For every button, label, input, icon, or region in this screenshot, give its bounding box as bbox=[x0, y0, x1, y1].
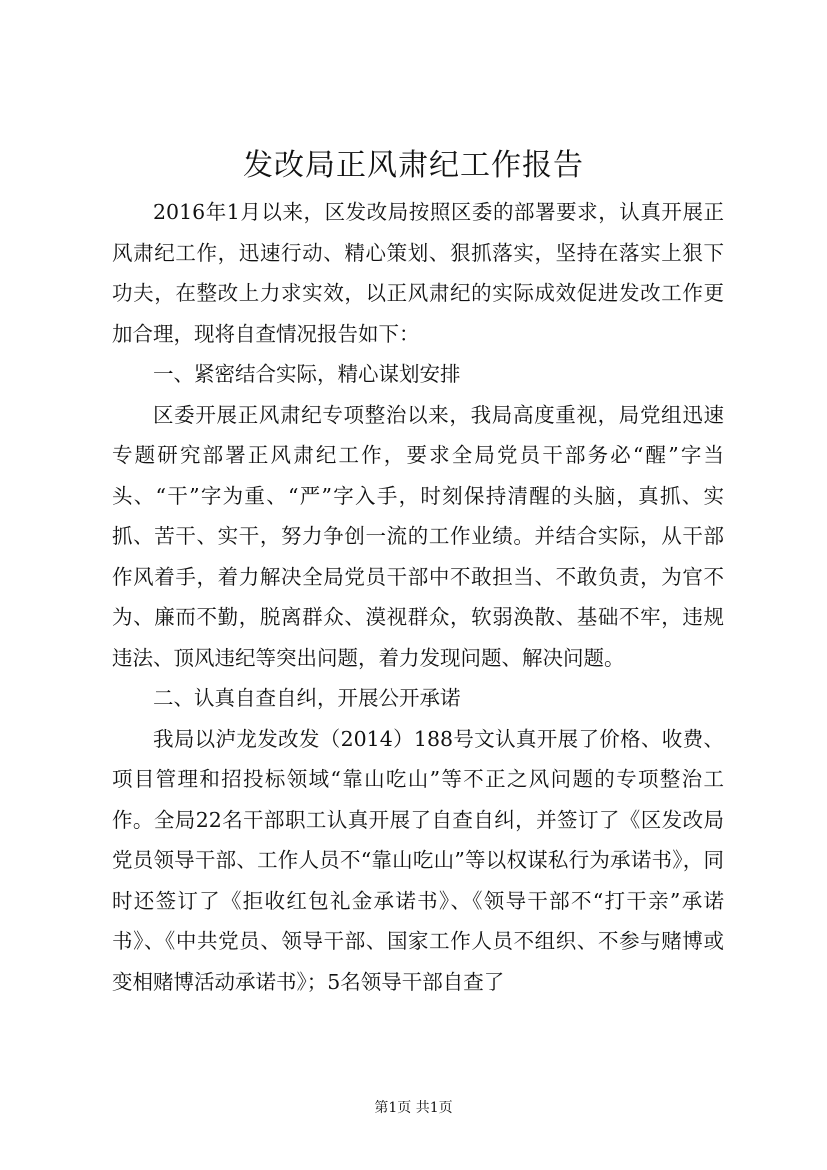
section-1-paragraph: 区委开展正风肃纪专项整治以来，我局高度重视，局党组迅速专题研究部署正风肃纪工作，要求全局党员干部务必“醒”字当头、“干”字为重、“严”字入手，时刻保持清醒的头脑，真抓、实抓、苦干、实干，努力争创一流的工作业绩。并结合实际，从干部作风着手，着力解决全局党员干部中不敢担当、不敢负责，为官不为、廉而不勤，脱离群众、漠视群众，软弱涣散、基础不牢，违规违法、顶风违纪等突出问题，着力发现问题、解决问题。 bbox=[112, 402, 724, 670]
document-title: 发改局正风肃纪工作报告 bbox=[243, 148, 584, 183]
section-heading-1: 一、紧密结合实际，精心谋划安排 bbox=[153, 362, 461, 386]
document-body bbox=[112, 192, 724, 1002]
page-footer: 第1页 共1页 bbox=[374, 1100, 453, 1116]
section-2-paragraph: 我局以泸龙发改发（2014）188号文认真开展了价格、收费、项目管理和招投标领域“靠山吃山”等不正之风问题的专项整治工作。全局22名干部职工认真开展了自查自纠，并签订了《区发改局党员领导干部、工作人员不“靠山吃山”等以权谋私行为承诺书》，同时还签订了《拒收红包礼金承诺书》、《领导干部不“打干亲”承诺书》、《中共党员、领导干部、国家工作人员不组织、不参与赌博或变相赌博活动承诺书》；5名领导干部自查了 bbox=[112, 726, 724, 994]
section-heading-2: 二、认真自查自纠，开展公开承诺 bbox=[153, 686, 461, 710]
intro-paragraph: 2016年1月以来，区发改局按照区委的部署要求，认真开展正风肃纪工作，迅速行动、精心策划、狠抓落实，坚持在落实上狠下功夫，在整改上力求实效，以正风肃纪的实际成效促进发改工作更加合理，现将自查情况报告如下： bbox=[112, 200, 724, 346]
